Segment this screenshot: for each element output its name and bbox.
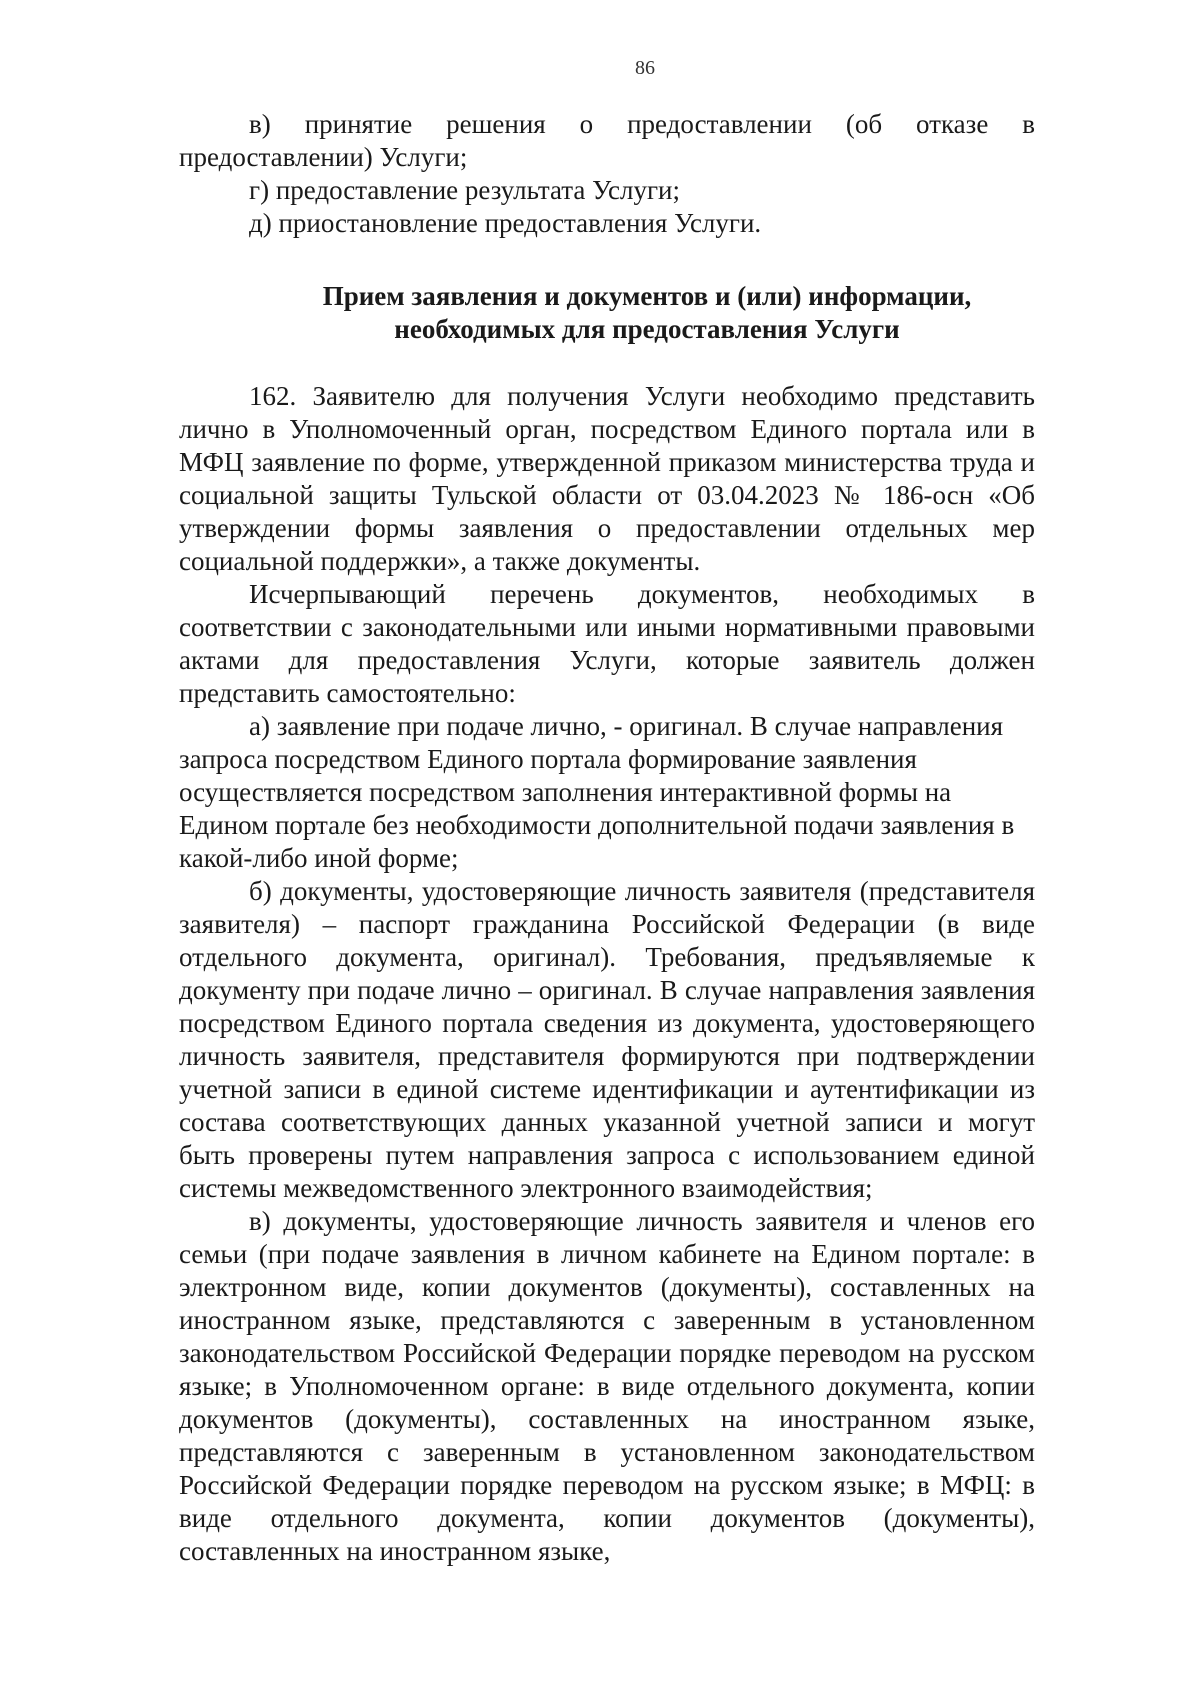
paragraph-item-b: б) документы, удостоверяющие личность заявителя (представителя заявителя) – паспорт гражданина Российской Федерации (в виде отдельного документа, оригинал). Требования, предъявляемые к документу при подаче лично – оригинал. В случае направления заявления посредством Единого портала сведения из документа, удостоверяющего личность заявителя, представителя формируются при подтверждении учетной записи в единой системе идентификации и аутентификации из состава соответствующих данных указанной учетной записи и могут быть проверены путем направления запроса с использованием единой системы межведомственного электронного взаимодействия;	[179, 876, 1035, 1203]
paragraph-item-a: а) заявление при подаче лично, - оригинал. В случае направления запроса посредством Единого портала формирование заявления осуществляется посредством заполнения интерактивной формы на Едином портале без необходимости дополнительной подачи заявления в какой-либо иной форме;	[179, 711, 1015, 873]
list-item-v: в) принятие решения о предоставлении (об отказе в предоставлении) Услуги;	[179, 109, 1035, 172]
list-item-g: г) предоставление результата Услуги;	[249, 175, 680, 205]
paragraph-item-v: в) документы, удостоверяющие личность заявителя и членов его семьи (при подаче заявления в личном кабинете на Едином портале: в электронном виде, копии документов (документы), составленных на иностранном языке, представляются с заверенным в установленном законодательством Российской Федерации порядке переводом на русском языке; в Уполномоченном органе: в виде отдельного документа, копии документов (документы), составленных на иностранном языке, представляются с заверенным в установленном законодательством Российской Федерации порядке переводом на русском языке; в МФЦ: в виде отдельного документа, копии документов (документы), составленных на иностранном языке,	[179, 1206, 1035, 1566]
paragraph-162: 162. Заявителю для получения Услуги необходимо представить лично в Уполномоченный орган, посредством Единого портала или в МФЦ заявление по форме, утвержденной приказом министерства труда и социальной защиты Тульской области от 03.04.2023 № 186-осн «Об утверждении формы заявления о предоставлении отдельных мер социальной поддержки», а также документы.	[179, 381, 1035, 576]
section-heading	[179, 280, 1035, 346]
paragraph-document-list: Исчерпывающий перечень документов, необходимых в соответствии с законодательными или иными нормативными правовыми актами для предоставления Услуги, которые заявитель должен представить самостоятельно:	[179, 579, 1035, 708]
page-number: 86	[635, 57, 655, 79]
document-body	[179, 108, 1035, 1568]
list-item-d: д) приостановление предоставления Услуги.	[249, 208, 762, 238]
section-heading-line-1: Прием заявления и документов и (или) информации,	[322, 281, 972, 311]
section-heading-line-2: необходимых для предоставления Услуги	[394, 314, 900, 344]
